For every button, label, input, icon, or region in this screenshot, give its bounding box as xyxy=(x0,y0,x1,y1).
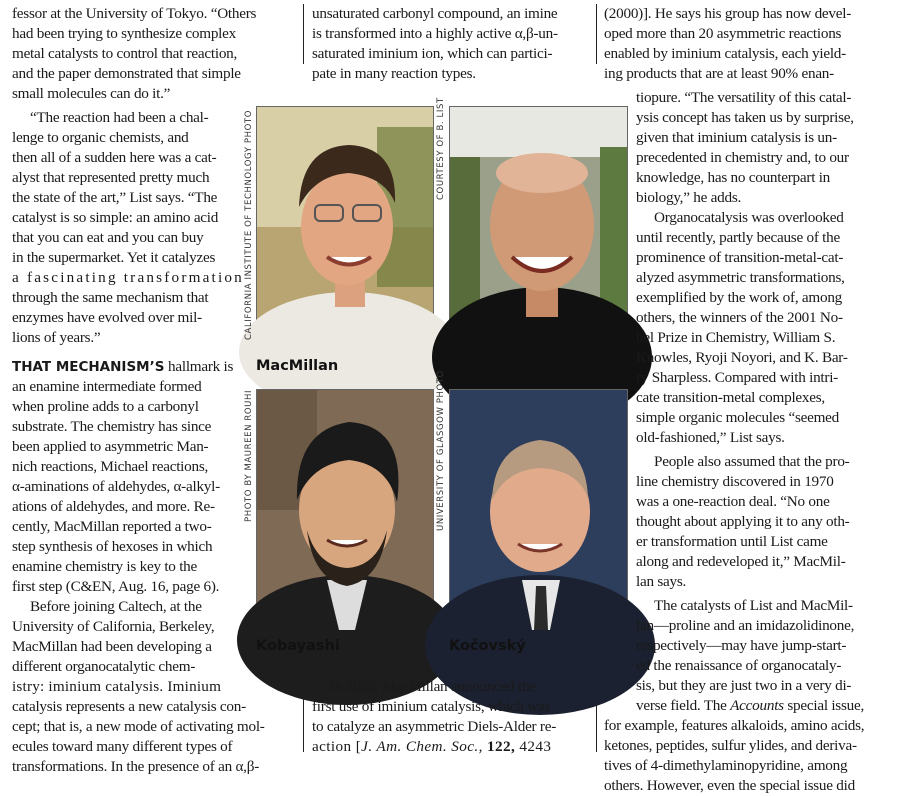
text-line: others. However, even the special issue did xyxy=(604,777,855,794)
photo-credit: COURTESY OF B. LIST xyxy=(436,97,446,200)
text-line: a fascinating transformation xyxy=(12,269,244,286)
text-span: verse field. The xyxy=(636,697,727,714)
text-line: alyst that represented pretty much xyxy=(12,169,210,186)
text-line: metal catalysts to control that reaction, xyxy=(12,45,238,62)
text-line: enzymes have evolved over mil- xyxy=(12,309,202,326)
text-line: ations of aldehydes, and more. Re- xyxy=(12,498,215,515)
text-line: University of California, Berkeley, xyxy=(12,618,215,635)
text-line: In 2000, MacMillan announced the xyxy=(330,678,536,695)
text-line: given that iminium catalysis is un- xyxy=(636,129,837,146)
text-line: been applied to asymmetric Man- xyxy=(12,438,209,455)
photo-list xyxy=(449,106,628,351)
text-line: line chemistry discovered in 1970 xyxy=(636,473,834,490)
text-line: biology,” he adds. xyxy=(636,189,742,206)
photo-kocovsky xyxy=(449,389,628,631)
photo-caption: Kočovský xyxy=(449,638,526,654)
text-line: cept; that is, a new mode of activating mol- xyxy=(12,718,265,735)
text-line: ing products that are at least 90% enan- xyxy=(604,65,834,82)
photo-credit: CALIFORNIA INSTITUTE OF TECHNOLOGY PHOTO xyxy=(244,110,254,340)
text-line: α-aminations of aldehydes, α-alkyl- xyxy=(12,478,220,495)
text-line: unsaturated carbonyl compound, an imine xyxy=(312,5,558,22)
text-line: fessor at the University of Tokyo. “Others xyxy=(12,5,257,22)
text-line: respectively—may have jump-start- xyxy=(636,637,847,654)
section-lead-line xyxy=(12,357,244,377)
text-line: the state of the art,” List says. “The xyxy=(12,189,218,206)
text-line: Before joining Caltech, at the xyxy=(30,598,202,615)
text-line: ecules toward many different types of xyxy=(12,738,233,755)
photo-caption: List xyxy=(449,358,479,374)
photo-credit: UNIVERSITY OF GLASGOW PHOTO xyxy=(436,370,446,531)
text-line: until recently, partly because of the xyxy=(636,229,840,246)
text-span: hallmark is xyxy=(168,358,234,375)
text-line: ysis concept has taken us by surprise, xyxy=(636,109,854,126)
text-line: when proline adds to a carbonyl xyxy=(12,398,199,415)
text-line: cate transition-metal complexes, xyxy=(636,389,825,406)
journal-name: J. Am. Chem. Soc., xyxy=(361,738,483,755)
text-line: er transformation until List came xyxy=(636,533,828,550)
text-line: small molecules can do it.” xyxy=(12,85,171,102)
text-line: (2000)]. He says his group has now devel- xyxy=(604,5,852,22)
text-line: oped more than 20 asymmetric reactions xyxy=(604,25,842,42)
text-line: and the paper demonstrated that simple xyxy=(12,65,241,82)
text-line: lan—proline and an imidazolidinone, xyxy=(636,617,855,634)
text-line: transformations. In the presence of an α,β- xyxy=(12,758,259,775)
photo-caption: Kobayashi xyxy=(256,638,340,654)
text-line: MacMillan had been developing a xyxy=(12,638,212,655)
text-line: simple organic molecules “seemed xyxy=(636,409,840,426)
text-line: ed the renaissance of organocataly- xyxy=(636,657,842,674)
photo-macmillan xyxy=(256,106,434,351)
text-line: that you can eat and you can buy xyxy=(12,229,204,246)
photo-caption: MacMillan xyxy=(256,358,339,374)
text-line: first step (C&EN, Aug. 16, page 6). xyxy=(12,578,220,595)
text-line: The catalysts of List and MacMil- xyxy=(654,597,853,614)
text-line: pate in many reaction types. xyxy=(312,65,476,82)
text-line: precedented in chemistry and, to our xyxy=(636,149,849,166)
text-line: different organocatalytic chem- xyxy=(12,658,196,675)
text-line: through the same mechanism that xyxy=(12,289,209,306)
text-line: Organocatalysis was overlooked xyxy=(654,209,844,226)
text-line: cently, MacMillan reported a two- xyxy=(12,518,212,535)
text-line: was a one-reaction deal. “No one xyxy=(636,493,830,510)
text-line: along and redeveloped it,” MacMil- xyxy=(636,553,846,570)
column-rule xyxy=(303,4,304,64)
journal-pages: 4243 xyxy=(519,738,552,755)
text-line: enamine chemistry is key to the xyxy=(12,558,197,575)
text-line: catalysis represents a new catalysis con- xyxy=(12,698,246,715)
text-line: to catalyze an asymmetric Diels-Alder re- xyxy=(312,718,557,735)
text-line: prominence of transition-metal-cat- xyxy=(636,249,844,266)
text-line: exemplified by the work of, among xyxy=(636,289,843,306)
text-line: ketones, peptides, sulfur ylides, and deriva- xyxy=(604,737,857,754)
citation-line xyxy=(312,737,585,757)
text-line: substrate. The chemistry has since xyxy=(12,418,212,435)
column-rule xyxy=(596,4,597,64)
text-span: action [ xyxy=(312,738,362,755)
text-line: alyzed asymmetric transformations, xyxy=(636,269,845,286)
text-line: is transformed into a highly active α,β-un- xyxy=(312,25,558,42)
text-line-with-italic xyxy=(636,696,887,716)
text-line: lions of years.” xyxy=(12,329,101,346)
text-line: saturated iminium ion, which can partici- xyxy=(312,45,553,62)
text-line: old-fashioned,” List says. xyxy=(636,429,785,446)
text-line: sis, but they are just two in a very di- xyxy=(636,677,852,694)
text-line: for example, features alkaloids, amino acids, xyxy=(604,717,865,734)
text-line: knowledge, has no counterpart in xyxy=(636,169,831,186)
text-line: others, the winners of the 2001 No- xyxy=(636,309,843,326)
text-line: bel Prize in Chemistry, William S. xyxy=(636,329,836,346)
text-line: step synthesis of hexoses in which xyxy=(12,538,213,555)
text-line: lan says. xyxy=(636,573,687,590)
text-line: first use of iminium catalysis, which was xyxy=(312,698,551,715)
journal-volume: 122, xyxy=(487,738,516,755)
text-line: an enamine intermediate formed xyxy=(12,378,202,395)
text-line: istry: iminium catalysis. Iminium xyxy=(12,678,222,695)
text-line: catalyst is so simple: an amino acid xyxy=(12,209,219,226)
text-line: tives of 4-dimethylaminopyridine, among xyxy=(604,757,848,774)
text-line: tiopure. “The versatility of this catal- xyxy=(636,89,852,106)
text-line: ry Sharpless. Compared with intri- xyxy=(636,369,838,386)
text-line: in the supermarket. Yet it catalyzes xyxy=(12,249,216,266)
text-line: nich reactions, Michael reactions, xyxy=(12,458,209,475)
text-line: People also assumed that the pro- xyxy=(654,453,850,470)
text-line: thought about applying it to any oth- xyxy=(636,513,850,530)
text-line: lenge to organic chemists, and xyxy=(12,129,189,146)
photo-kobayashi xyxy=(256,389,434,631)
text-line: “The reaction had been a chal- xyxy=(30,109,209,126)
text-line: enabled by iminium catalysis, each yield- xyxy=(604,45,846,62)
photo-credit: PHOTO BY MAUREEN ROUHI xyxy=(244,389,254,522)
text-line: had been trying to synthesize complex xyxy=(12,25,236,42)
text-span: special issue, xyxy=(787,697,865,714)
accounts-word: Accounts xyxy=(730,697,784,714)
text-line: then all of a sudden here was a cat- xyxy=(12,149,217,166)
text-line: Knowles, Ryoji Noyori, and K. Bar- xyxy=(636,349,848,366)
section-lead-in: THAT MECHANISM’S xyxy=(12,359,165,375)
